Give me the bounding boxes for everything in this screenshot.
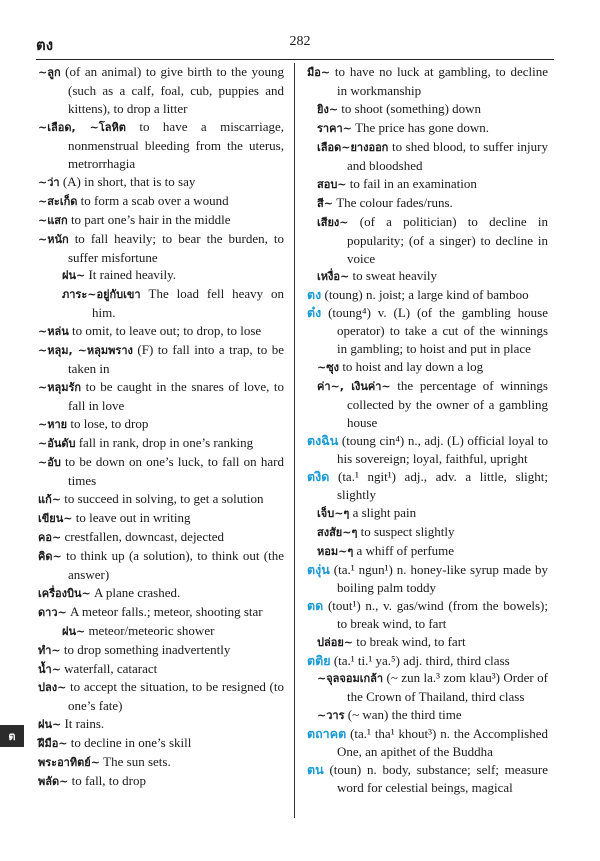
entry-definition: (toun) n. body, substance; self; measure word for celestial beings, magical	[329, 762, 548, 796]
entry-definition: a slight pain	[352, 504, 417, 520]
entry-definition: (toung) n. joist; a large kind of bamboo	[324, 287, 529, 303]
entry-subheadword: หอม~ๆ	[317, 544, 354, 558]
entry-subheadword: เหงื่อ~	[317, 270, 350, 284]
entry-subheadword: ดาว~	[38, 605, 67, 619]
entry-subheadword: คิด~	[38, 549, 62, 563]
entry-subheadword: ยิง~	[317, 102, 339, 116]
entry-subheadword: ~หล่น	[38, 325, 69, 339]
entry-definition: (ta.¹ ti.¹ ya.⁵) adj. third, third class	[333, 652, 510, 668]
dictionary-entry	[38, 211, 284, 230]
entry-definition: to think up (a solution), to think out (the answer)	[66, 547, 284, 582]
dictionary-entry	[38, 753, 284, 772]
entry-headword: ตน	[307, 762, 324, 778]
dictionary-entry	[307, 358, 548, 377]
entry-subheadword: มือ~	[307, 66, 331, 79]
entry-subheadword: ปลง~	[38, 681, 67, 695]
entry-subheadword: ภาระ~อยู่กับเขา	[62, 288, 141, 302]
entry-definition: (~ zun la.³ zom klau³) Order of the Crown of Thailand, third class	[347, 670, 548, 705]
dictionary-entry	[38, 715, 284, 734]
entry-subheadword: พลัด~	[38, 775, 69, 789]
entry-definition: to fall heavily; to bear the burden, to suffer misfortune	[68, 230, 284, 265]
entry-definition: A plane crashed.	[93, 584, 181, 600]
entry-headword: ตด	[307, 597, 324, 613]
entry-definition: meteor/meteoric shower	[88, 622, 215, 638]
dictionary-entry	[38, 509, 284, 528]
entry-subheadword: เจ็บ~ๆ	[317, 506, 350, 520]
dictionary-entry	[38, 378, 284, 415]
dictionary-entry	[38, 285, 284, 322]
dictionary-entry	[307, 432, 548, 468]
entry-subheadword: ~อันดับ	[38, 437, 76, 451]
dictionary-entry	[38, 434, 284, 453]
entry-definition: waterfall, cataract	[64, 660, 158, 676]
entry-definition: crestfallen, downcast, dejected	[64, 528, 224, 544]
entry-subheadword: ~เลือด, ~โลหิต	[38, 120, 126, 134]
entry-headword: ตติย	[307, 652, 331, 668]
dictionary-entry	[38, 341, 284, 378]
dictionary-entry	[307, 542, 548, 561]
dictionary-entry	[307, 633, 548, 652]
entry-definition: to shoot (something) down	[341, 100, 482, 116]
entry-definition: to have a miscarriage, nonmenstrual bleeding from the uterus, metrorrhagia	[68, 118, 284, 171]
entry-definition: (tout¹) n., v. gas/wind (from the bowels); to break wind, to fart	[327, 597, 548, 631]
entry-subheadword: ค่า~, เงินค่า~	[317, 380, 391, 394]
entry-definition: fall in rank, drop in one’s ranking	[78, 435, 254, 451]
header-rule	[36, 59, 554, 60]
entry-headword: ตง	[307, 287, 322, 303]
entry-subheadword: ~วาร	[317, 709, 345, 723]
entry-definition: to hoist and lay down a log	[342, 359, 484, 375]
dictionary-entry	[38, 772, 284, 791]
dictionary-entry	[307, 286, 548, 304]
right-column	[307, 63, 548, 797]
entry-definition: (of an animal) to give birth to the young (such as a calf, foal, cub, puppies and kittens), to drop a litter	[65, 64, 284, 116]
entry-subheadword: ฝน~	[62, 624, 86, 638]
entry-definition: (ta.¹ tha¹ khout³) n. the Accomplished One, an apithet of the Buddha	[337, 726, 549, 760]
entry-subheadword: ราคา~	[317, 121, 352, 135]
entry-headword: ตงุ่น	[307, 561, 330, 577]
entry-definition: to drop something inadvertently	[63, 641, 231, 657]
entry-definition: The sun sets.	[103, 754, 171, 770]
entry-definition: It rains.	[64, 716, 105, 732]
entry-headword: ตถาคต	[307, 726, 347, 742]
entry-definition: to fail in an examination	[349, 175, 477, 191]
entry-headword: ตงฉิน	[307, 433, 339, 449]
dictionary-entry	[307, 597, 548, 633]
entry-subheadword: สี~	[317, 196, 333, 210]
entry-subheadword: เขียน~	[38, 511, 73, 525]
page-headword: ตง	[36, 38, 54, 54]
dictionary-entry	[38, 63, 284, 118]
entry-subheadword: ~สะเก็ด	[38, 194, 78, 208]
dictionary-entry	[38, 415, 284, 434]
dictionary-entry	[38, 641, 284, 660]
entry-definition: (~ wan) the third time	[347, 707, 462, 723]
entry-definition: The price has gone down.	[355, 119, 490, 135]
dictionary-entry	[38, 118, 284, 173]
dictionary-entry	[307, 304, 548, 358]
entry-headword: ต๋ง	[307, 305, 322, 321]
entry-subheadword: สงสัย~ๆ	[317, 525, 358, 539]
page-number: 282	[289, 34, 311, 49]
entry-definition: (toung cin⁴) n., adj. (L) official loyal to his sovereign; loyal, faithful, upright	[337, 433, 549, 467]
entry-subheadword: น้ำ~	[38, 662, 61, 676]
entry-subheadword: เครื่องบิน~	[38, 586, 91, 600]
entry-subheadword: ~จุลจอมเกล้า	[317, 672, 384, 686]
entry-subheadword: คอ~	[38, 530, 62, 544]
dictionary-entry	[38, 266, 284, 285]
entry-subheadword: สอบ~	[317, 177, 347, 191]
entry-subheadword: ~ว่า	[38, 175, 60, 189]
entry-subheadword: ทำ~	[38, 643, 61, 657]
entry-subheadword: แก้~	[38, 492, 61, 506]
entry-definition: to sweat heavily	[352, 268, 437, 284]
entry-definition: to accept the situation, to be resigned (to one’s fate)	[68, 679, 284, 714]
entry-definition: to form a scab over a wound	[80, 192, 229, 208]
entry-subheadword: ~หนัก	[38, 232, 69, 246]
dictionary-entry	[307, 175, 548, 194]
entry-definition: to decline in one’s skill	[70, 735, 192, 751]
entry-definition: to suspect slightly	[360, 523, 455, 539]
dictionary-entry	[307, 523, 548, 542]
dictionary-entry	[38, 322, 284, 341]
entry-definition: The load fell heavy on him.	[92, 286, 284, 321]
entry-definition: to omit, to leave out; to drop, to lose	[71, 323, 262, 339]
dictionary-entry	[38, 547, 284, 584]
entry-definition: to leave out in writing	[75, 509, 191, 525]
dictionary-entry	[307, 138, 548, 175]
entry-subheadword: ฝน~	[38, 718, 62, 732]
dictionary-entry	[38, 678, 284, 715]
dictionary-entry	[307, 468, 548, 504]
entry-subheadword: ~ซุง	[317, 361, 340, 375]
entry-definition: to be down on one’s luck, to fall on hard times	[65, 454, 284, 488]
dictionary-entry	[38, 584, 284, 603]
entry-definition: A meteor falls.; meteor, shooting star	[69, 603, 263, 619]
dictionary-entry	[307, 63, 548, 100]
entry-subheadword: ~อับ	[38, 456, 61, 470]
dictionary-entry	[38, 453, 284, 490]
entry-subheadword: ปล่อย~	[317, 635, 353, 649]
entry-subheadword: ~แสก	[38, 213, 68, 227]
dictionary-entry	[307, 669, 548, 706]
dictionary-entry	[307, 504, 548, 523]
entry-subheadword: ~หลุม, ~หลุมพราง	[38, 344, 133, 358]
column-divider	[294, 63, 295, 818]
entry-subheadword: เสียง~	[317, 215, 349, 229]
dictionary-entry	[307, 100, 548, 119]
dictionary-entry	[38, 660, 284, 679]
entry-definition: a whiff of perfume	[356, 542, 455, 558]
entry-definition: (ta.¹ ngun¹) n. honey-like syrup made by boiling palm toddy	[333, 561, 549, 595]
dictionary-entry	[307, 761, 548, 797]
entry-definition: It rained heavily.	[88, 267, 177, 283]
dictionary-entry	[307, 194, 548, 213]
thumb-index-tab[interactable]: ต	[0, 725, 24, 747]
dictionary-entry	[307, 119, 548, 138]
dictionary-entry	[38, 230, 284, 267]
entry-subheadword: ฝีมือ~	[38, 737, 68, 751]
entry-definition: The colour fades/runs.	[336, 194, 453, 210]
dictionary-entry	[38, 173, 284, 192]
dictionary-entry	[307, 213, 548, 268]
left-column	[38, 63, 284, 791]
dictionary-entry	[38, 603, 284, 622]
dictionary-entry	[38, 192, 284, 211]
entry-definition: to break wind, to fart	[356, 633, 466, 649]
dictionary-entry	[38, 622, 284, 641]
entry-definition: to lose, to drop	[70, 416, 149, 432]
entry-definition: (of a politician) to decline in popularity; (of a singer) to decline in voice	[347, 213, 548, 266]
entry-definition: (toung⁴) v. (L) (of the gambling house operator) to take a cut of the winnings in gambling; to hoist and put in place	[328, 305, 548, 357]
dictionary-entry	[307, 725, 548, 761]
entry-subheadword: ~ลูก	[38, 66, 61, 79]
dictionary-entry	[38, 528, 284, 547]
entry-subheadword: พระอาทิตย์~	[38, 756, 100, 770]
entry-subheadword: ~หลุมรัก	[38, 381, 82, 395]
entry-subheadword: เลือด~ยางออก	[317, 140, 389, 154]
dictionary-entry	[307, 652, 548, 670]
dictionary-entry	[38, 734, 284, 753]
entry-definition: to have no luck at gambling, to decline in workmanship	[334, 64, 548, 98]
entry-headword: ตงิด	[307, 468, 330, 484]
entry-definition: to shed blood, to suffer injury and bloodshed	[347, 138, 548, 173]
entry-definition: to part one’s hair in the middle	[70, 211, 231, 227]
entry-definition: to fall, to drop	[71, 773, 146, 789]
entry-definition: (ta.¹ ngit¹) adj., adv. a little, slight; slightly	[337, 468, 548, 502]
dictionary-entry	[307, 561, 548, 597]
entry-definition: to be caught in the snares of love, to fall in love	[68, 379, 284, 414]
entry-definition: to succeed in solving, to get a solution	[64, 490, 264, 506]
entry-subheadword: ~หาย	[38, 418, 68, 432]
entry-definition: the percentage of winnings collected by the owner of a gambling house	[347, 378, 548, 431]
entry-definition: (F) to fall into a trap, to be taken in	[68, 342, 285, 377]
entry-subheadword: ฝน~	[62, 269, 86, 283]
dictionary-entry	[38, 490, 284, 509]
dictionary-entry	[307, 267, 548, 286]
entry-definition: (A) in short, that is to say	[62, 173, 196, 189]
dictionary-entry	[307, 706, 548, 725]
dictionary-entry	[307, 377, 548, 432]
